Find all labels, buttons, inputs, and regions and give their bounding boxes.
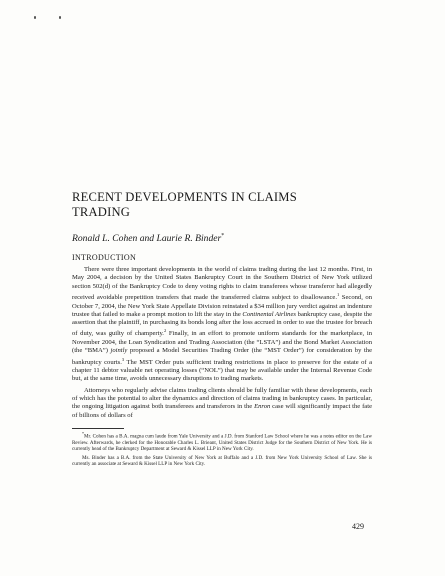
scan-speck [59,16,61,19]
article-title: RECENT DEVELOPMENTS IN CLAIMS TRADING [72,190,297,219]
article-authors [72,230,372,245]
paragraph-text: bankruptcy case, despite the assertion that the plaintiff, in purchasing its bonds long after the loss accrued in order to sue the trustee for breach of duty, was guilty of champerty. [72,310,373,338]
footnote-ref-1: 1 [337,292,340,298]
authors-text: Ronald L. Cohen and Laurie R. Binder [72,233,222,245]
case-name: Enron [254,403,271,411]
emphasis-text: jointly [110,347,128,355]
section-heading: INTRODUCTION [72,253,137,263]
paragraph-text: The MST Order puts sufficient trading restrictions in place to preserve for the estate of a chapter 11 debtor valuable net operating losses (“NOL”) that may be available under the Internal Revenue Code but, at the same time, avoids unnecessary disruptions to trading markets. [72,358,373,383]
body-paragraph-1 [72,266,372,383]
footnote-divider [72,428,124,429]
paragraph-text: Attorneys who regularly advise claims trading clients should be fully familiar with these developments, each of which has the potential to alter the dynamics and direction of claims trading in bankruptcy cases. In particular, the ongoing litigation against both transferees and transferors in the [72,386,372,411]
footnote-ref-3: 3 [121,356,125,362]
footnote-author-2 [72,455,372,468]
paragraph-text: There were three important developments in the world of claims trading during the last 12 months. First, in May 2004, a decision by the United States Bankruptcy Court in the Southern District of New York utilized section 502(d) of the Bankruptcy Code to deny voting rights to claim transferees whose transferor had allegedly received avoidable prepetition transfers that made the transferred claims subject to disallowance. [72,266,372,302]
body-paragraph-2 [72,387,372,420]
case-name: Continental Airlines [242,310,296,318]
footnote-author-1 [72,431,372,453]
paragraph-text: Second, on October 7, 2004, the New York State Appellate Division reinstated a $34 million jury verdict against an indenture trustee that failed to make a prompt motion to lift the stay in the [72,294,372,318]
footnote-text: Mr. Cohen has a B.A. magna cum laude from Yale University and a J.D. from Stanford Law School where he was a notes editor on the Law Review. Afterwards, he clerked for the Honorable Charles L. Brieant, United States District Judge for the Southern District of New York. He is currently head of the Bankruptcy Department at Seward & Kissel LLP in New York City. [72,433,372,453]
paragraph-text: case will significantly impact the fate of billions of dollars of [72,403,372,419]
authors-note-mark: * [221,233,225,239]
scan-speck [34,16,36,19]
article-content [72,190,372,468]
footnote-mark: * [82,430,84,436]
paragraph-text: Finally, in an effort to promote uniform standards for the marketplace, in November 2004, the Loan Syndication and Trading Association (the “LSTA”) and the Bond Market Association (the “BMA”) [72,330,373,355]
page-number: 429 [352,522,364,531]
paragraph-text: proposed a Model Securities Trading Order (the “MST Order”) for consideration by the bankruptcy courts. [72,347,373,366]
footnote-ref-2: 2 [163,328,167,334]
footnote-text: Ms. Binder has a B.A. from the State University of New York at Buffalo and a J.D. from New York University School of Law. She is currently an associate at Seward & Kissel LLP in New York City. [72,454,372,468]
